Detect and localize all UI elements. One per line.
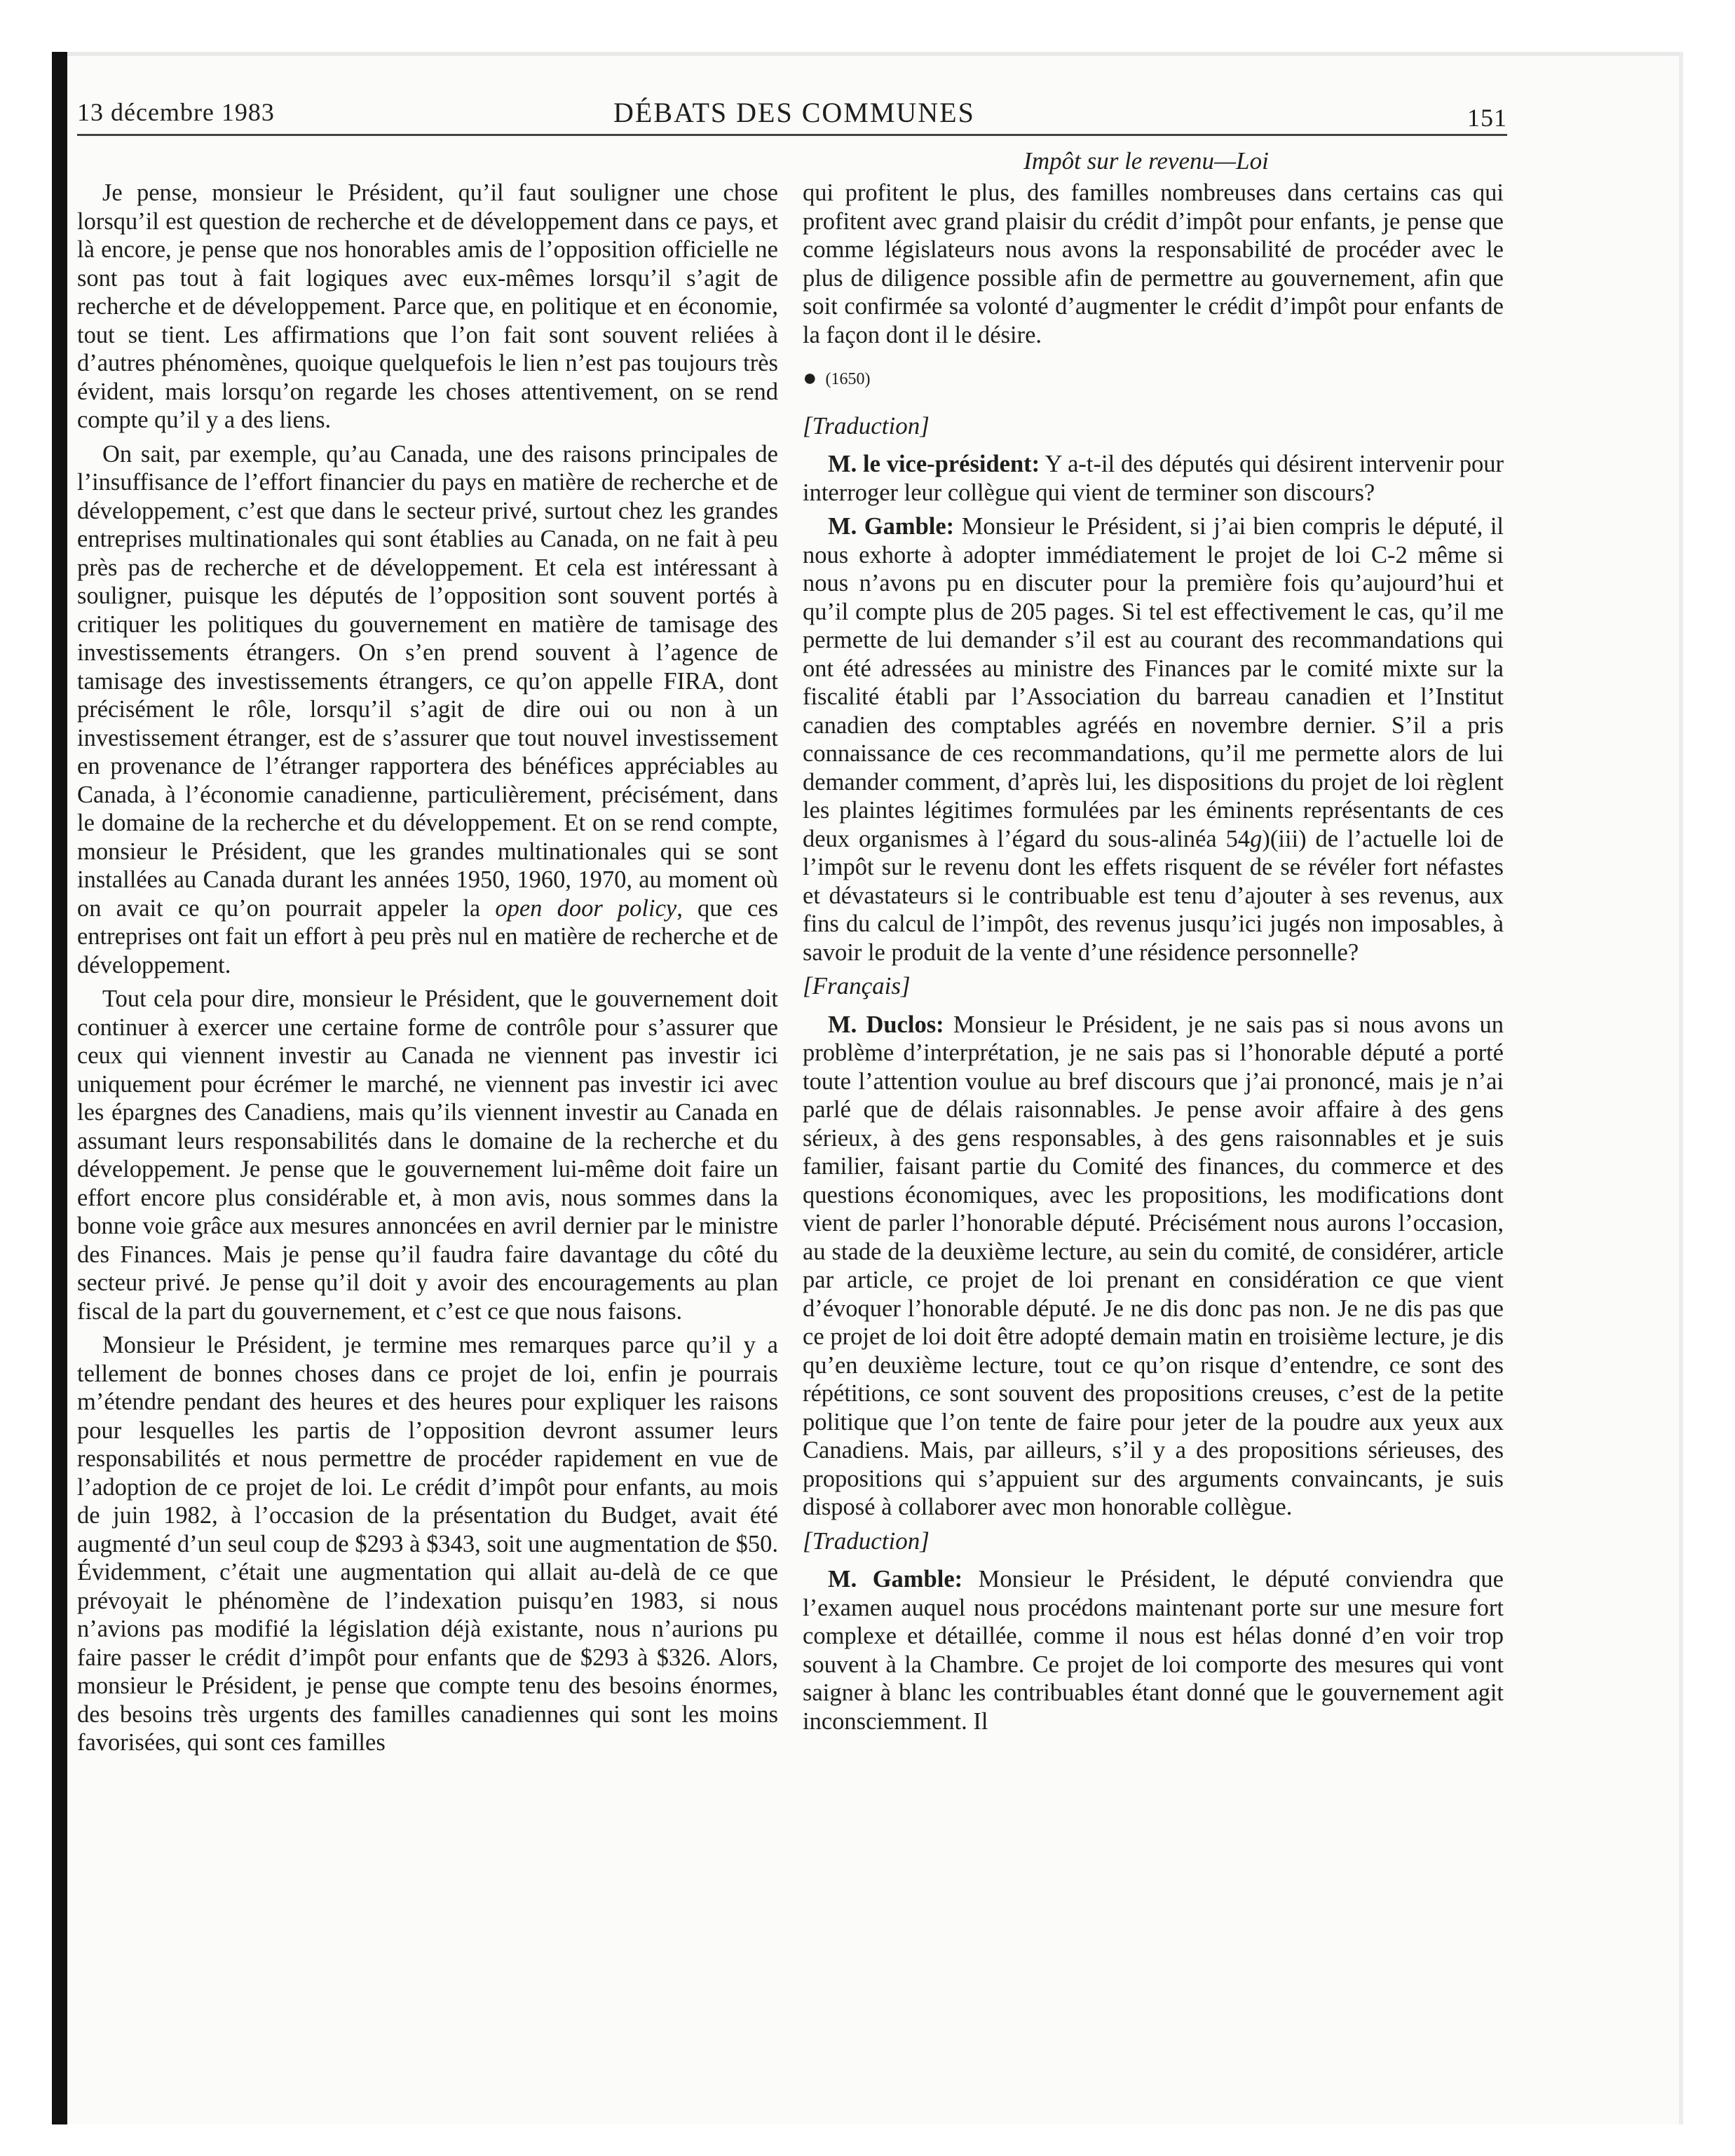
paragraph: Je pense, monsieur le Président, qu’il faut souligner une chose lorsqu’il est question de recherche et de développement dans ce pays, et là encore, je pense que nos honorables amis de l’opposition officielle ne sont pas tout à fait logiques avec eux-mêmes lorsqu’il s’agit de recherche et de développement. Parce que, en politique et en économie, tout se tient. Les affirmations que l’on fait sont souvent reliées à d’autres phénomènes, quoique quelquefois le lien n’est pas toujours très évident, mais lorsqu’on regarde les choses attentivement, on se rend compte qu’il y a des liens.: [77, 179, 778, 433]
speaker-name: M. Gamble:: [828, 1566, 963, 1592]
speaker-name: M. Gamble:: [828, 513, 955, 540]
speech: M. Gamble: Monsieur le Président, le député conviendra que l’examen auquel nous procédons maintenant porte sur une mesure fort complexe et détaillée, comme il nous est hélas donné d’en voir trop souvent à la Chambre. Ce projet de loi comporte des mesures qui vont saigner à blanc les contribuables étant donné que le gouvernement agit inconsciemment. Il: [803, 1566, 1504, 1735]
italic-phrase: open door policy: [495, 894, 677, 922]
speaker-name: M. le vice-président:: [828, 451, 1040, 477]
language-label: [Traduction]: [803, 411, 930, 439]
page-header: [77, 95, 1507, 136]
speech: M. Duclos: Monsieur le Président, je ne sais pas si nous avons un problème d’interprétation, je ne sais pas si l’honorable député a porté toute l’attention voulue au bref discours que j’ai prononcé, mais je n’ai parlé que de délais raisonnables. Je pense avoir affaire à des gens sérieux, à des gens responsables, à des gens raisonnables et je suis familier, faisant partie du Comité des finances, du commerce et des questions économiques, avec les propositions, les modifications dont vient de parler l’honorable député. Précisément nous aurons l’occasion, au stade de la deuxième lecture, au sein du comité, de considérer, article par article, ce projet de loi prenant en considération ce que vient d’évoquer l’honorable député. Je ne dis donc pas non. Je ne dis pas que ce projet de loi doit être adopté demain matin en troisième lecture, je dis qu’en deuxième lecture, tout ce qu’on risque d’entendre, ce sont des répétitions, ce sont souvent des propositions creuses, c’est de la petite politique que l’on tente de faire pour jeter de la poudre aux yeux aux Canadiens. Mais, par ailleurs, s’il y a des propositions sérieuses, des propositions qui s’appuient sur des arguments convaincants, je suis disposé à collaborer avec mon honorable collègue.: [803, 1011, 1504, 1520]
language-label: [Traduction]: [803, 1527, 930, 1555]
header-date: 13 décembre 1983: [77, 98, 275, 126]
scan-right-edge: [1679, 52, 1683, 2124]
scan-binding-edge: [52, 52, 67, 2124]
language-label: [Français]: [803, 972, 911, 999]
paragraph: On sait, par exemple, qu’au Canada, une des raisons principales de l’insuffisance de l’effort financier du pays en matière de recherche et de développement, c’est que dans le secteur privé, surtout chez les grandes entreprises multinationales qui sont établies au Canada, on ne fait à peu près pas de recherche et de développement. Et cela est intéressant à souligner, puisque les députés de l’opposition sont souvent portés à critiquer les politiques du gouvernement en matière de tamisage des investissements étrangers. On s’en prend souvent à l’agence de tamisage des investissements étrangers, ce qu’on appelle FIRA, dont précisément le rôle, lorsqu’il s’agit de dire oui ou non à un investissement étranger, est de s’assurer que tout nouvel investissement en provenance de l’étranger rapportera des bénéfices appréciables au Canada, à l’économie canadienne, particulièrement, précisément, dans le domaine de la recherche et du développement. Et on se rend compte, monsieur le Président, que les grandes multinationales qui se sont installées au Canada durant les années 1950, 1960, 1970, au moment où on avait ce qu’on pourrait appeler la open door policy, que ces entreprises ont fait un effort à peu près nul en matière de recherche et de développement.: [77, 440, 778, 978]
bullet-icon: ●: [803, 365, 817, 391]
running-head: Impôt sur le revenu—Loi: [1023, 147, 1269, 175]
time-marker: ● (1650): [803, 365, 871, 391]
left-column: [77, 179, 778, 1763]
paragraph: Tout cela pour dire, monsieur le Président, que le gouvernement doit continuer à exercer une certaine forme de contrôle pour s’assurer que ceux qui viennent investir au Canada ne viennent pas investir ici uniquement pour écrémer le marché, ne viennent pas investir ici avec les épargnes des Canadiens, mais qu’ils viennent investir au Canada en assumant leurs responsabilités dans le domaine de la recherche et du développement. Je pense que le gouvernement lui-même doit faire un effort encore plus considérable et, à mon avis, nous sommes dans la bonne voie grâce aux mesures annoncées en avril dernier par le ministre des Finances. Mais je pense qu’il faudra faire davantage du côté du secteur privé. Je pense qu’il doit y avoir des encouragements au plan fiscal de la part du gouvernement, et c’est ce que nous faisons.: [77, 985, 778, 1325]
speaker-name: M. Duclos:: [828, 1011, 944, 1038]
speech: M. le vice-président: Y a-t-il des députés qui désirent intervenir pour interroger leur collègue qui vient de terminer son discours?: [803, 451, 1504, 506]
right-column: [803, 179, 1504, 1741]
paragraph-continuation: qui profitent le plus, des familles nombreuses dans certains cas qui profitent avec grand plaisir du crédit d’impôt pour enfants, je pense que comme législateurs nous avons la responsabilité de procéder avec le plus de diligence possible afin de permettre au gouvernement, afin que soit confirmée sa volonté d’augmenter le crédit d’impôt pour enfants de la façon dont il le désire.: [803, 179, 1504, 348]
speech: M. Gamble: Monsieur le Président, si j’ai bien compris le député, il nous exhorte à adopter immédiatement le projet de loi C-2 même si nous n’avons pu en discuter pour la première fois qu’aujourd’hui et qu’il compte plus de 205 pages. Si tel est effectivement le cas, qu’il me permette de lui demander s’il est au courant des recommandations qui ont été adressées au ministre des Finances par le comité mixte sur la fiscalité établi par l’Association du barreau canadien et l’Institut canadien des comptables agréés en novembre dernier. S’il a pris connaissance de ces recommandations, qu’il me permette alors de lui demander comment, d’après lui, les dispositions du projet de loi règlent les plaintes légitimes formulées par les éminents représentants de ces deux organismes à l’égard du sous-alinéa 54g)(iii) de l’actuelle loi de l’impôt sur le revenu dont les effets risquent de se révéler fort néfastes et dévastateurs si le contribuable est tenu d’ajouter à ses revenus, aux fins du calcul de l’impôt, des revenus jusqu’ici jugés non imposables, à savoir le produit de la vente d’une résidence personnelle?: [803, 513, 1504, 966]
header-title: DÉBATS DES COMMUNES: [613, 97, 975, 128]
paragraph: Monsieur le Président, je termine mes remarques parce qu’il y a tellement de bonnes choses dans ce projet de loi, enfin je pourrais m’étendre pendant des heures et des heures pour expliquer les raisons pour lesquelles les partis de l’opposition devront assumer leurs responsabilités et nous permettre de procéder rapidement en vue de l’adoption de ce projet de loi. Le crédit d’impôt pour enfants, au mois de juin 1982, à l’occasion de la présentation du Budget, avait été augmenté d’un seul coup de $293 à $343, soit une augmentation de $50. Évidemment, c’était une augmentation qui allait au-delà de ce que prévoyait le phénomène de l’indexation puisqu’en 1983, si nous n’avions pas modifié la législation déjà existante, nous n’aurions pu faire passer le crédit d’impôt pour enfants que de $293 à $326. Alors, monsieur le Président, je pense que compte tenu des besoins énormes, des besoins très urgents des familles canadiennes qui sont les moins favorisées, qui sont ces familles: [77, 1332, 778, 1756]
page-number: 151: [1467, 104, 1507, 132]
